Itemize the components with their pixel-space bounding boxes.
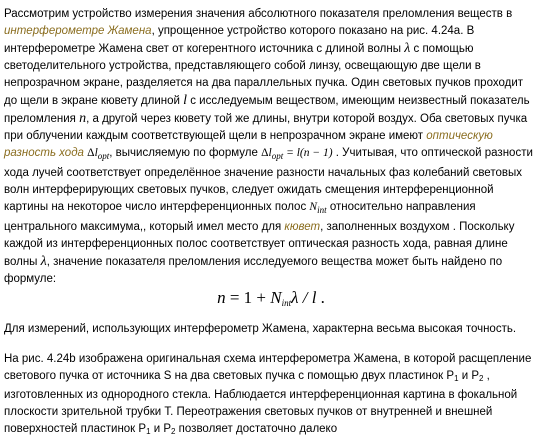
optical-path-difference-link[interactable]: оптическую разность хода (4, 130, 493, 159)
optical-path-symbol: $\Delta l_{opt}$ (87, 147, 110, 161)
text: , заполненных воздухом . Поскольку каждой из интерференционных полос соответствует оптическая разность хода, равная длине волны (4, 221, 515, 268)
fringe-count-symbol: $N_{int}$ (309, 201, 327, 215)
jamin-interferometer-link[interactable]: интерферометре Жамена (4, 25, 152, 37)
length-symbol: l (183, 93, 188, 108)
paragraph-accuracy: Для измерений, использующих интерферометр Жамена, характерна весьма высокая точность. (4, 323, 517, 335)
lambda-symbol: λ (404, 41, 411, 56)
text: , значение показателя преломления исследуемого вещества может быть найдено по формуле: (4, 256, 503, 285)
text: , вычисляемую по формуле (109, 147, 258, 159)
paragraph-scheme: На рис. 4.24b изображена оригинальная схема интерферометра Жамена, в которой расщепление светового пучка от источника S на два световых пучка с помощью двух пластинок $P_1$ и $P_2$ , изготовленных из однородного стекла. Наблюдается интерференционная картина в фокальной плоскости зрительной трубки T. Переотражения световых пучков от внутренней и внешней поверхностей пластинок $P_1$ и $P_2$ позволяет достаточно далеко (4, 353, 532, 436)
text: , упрощенное устройство которого показано на рис. 4.24а. В интерферометре Жамена свет от когерентного источника с длиной волны (4, 25, 475, 55)
text: с помощью светоделительного устройства, представляющего собой линзу, освещающую две щели в непрозрачном экране, разделяется на два параллельных пучка. Один световых пучков проходит до щели в экране кювету длиной (4, 43, 524, 107)
refractive-index-formula: $n = 1 + N_{int}\lambda / l$ . (217, 288, 325, 308)
text: . Учитывая, что оптической разности хода лучей соответствует определённое значение разности начальных фаз колебаний световых волн интерферирующих световых пучков, следует ожидать смещения интерференционной картины на некоторое число интерференционных полос (4, 147, 533, 213)
text: относительно направления центрального максимума,, который имел место для (4, 201, 476, 233)
lambda-symbol: λ (40, 254, 47, 269)
text: , а другой через кювету той же длины, внутри которой воздух. Оба световых пучка при облучении каждым соответствующей щели в непрозрачном экране имеют (4, 113, 528, 142)
index-symbol: n (79, 111, 87, 126)
optical-path-formula: $\Delta l_{opt} = l(n - 1)$ (261, 147, 333, 161)
cuvette-link[interactable]: кювет (284, 221, 321, 233)
paragraph-intro (4, 6, 538, 288)
text: с исследуемым веществом, имеющим неизвестный показатель преломления (4, 95, 530, 125)
text: Рассмотрим устройство измерения значения абсолютного показателя преломления веществ в (4, 8, 513, 20)
